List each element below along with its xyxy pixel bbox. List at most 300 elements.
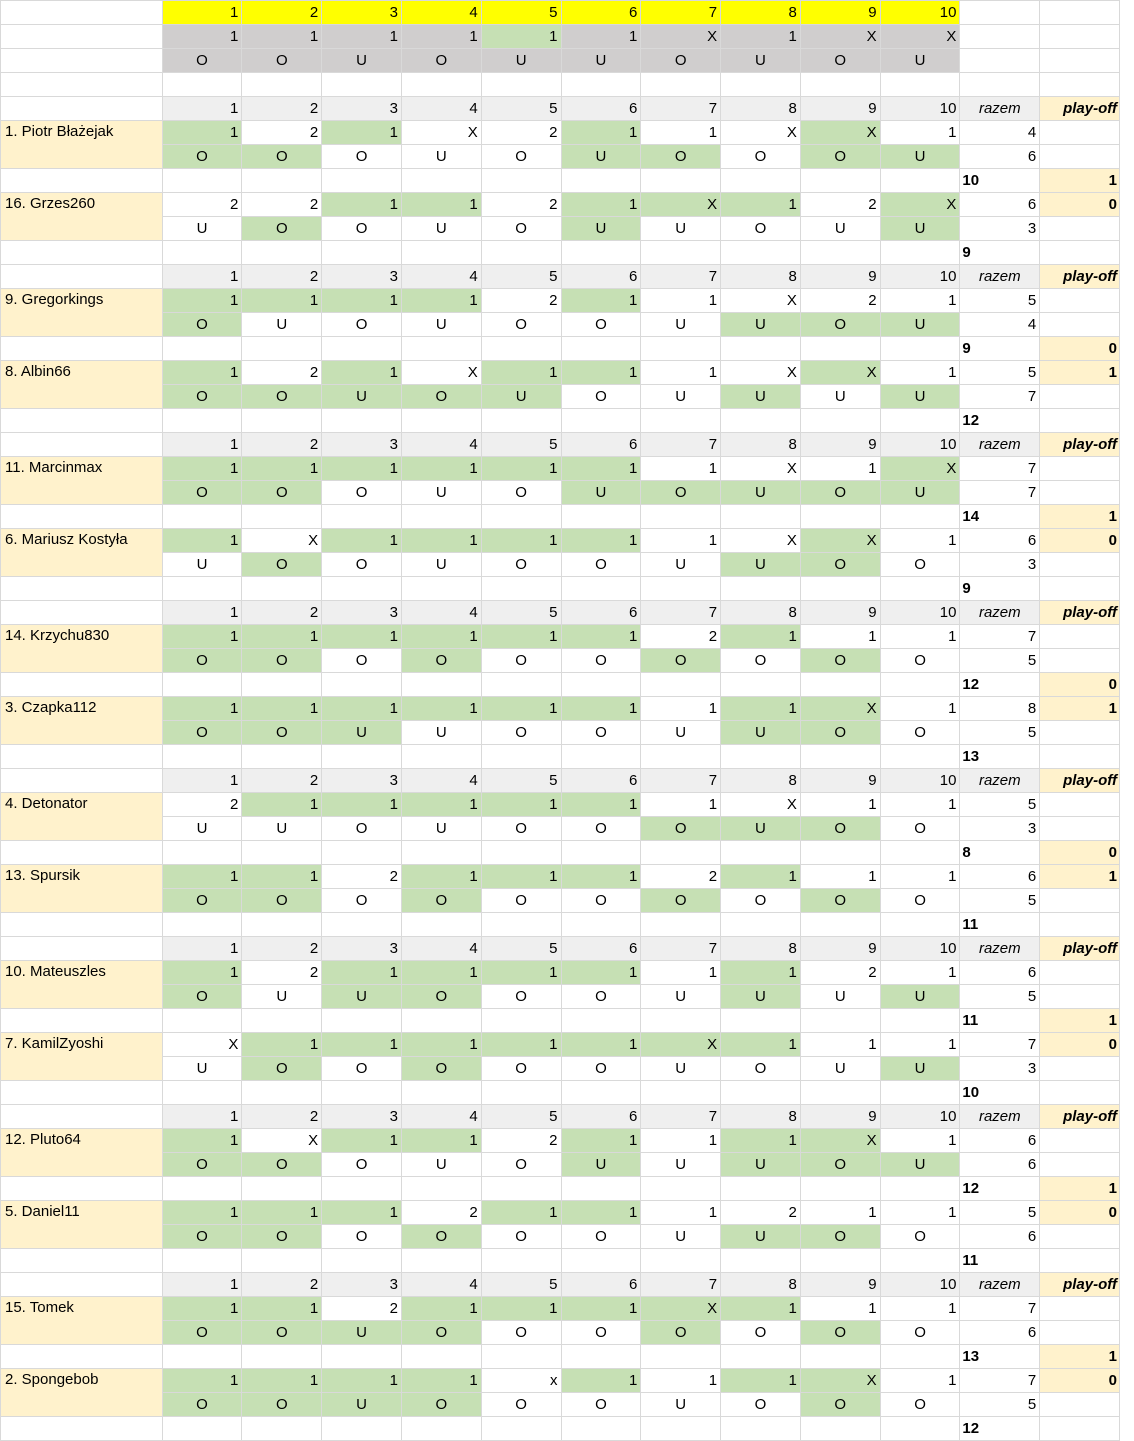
total-label[interactable]: razem — [960, 769, 1040, 793]
pick-1x2-cell[interactable]: 1 — [162, 1201, 242, 1225]
pick-1x2-cell[interactable]: 1 — [561, 1297, 641, 1321]
playoff-label[interactable]: play-off — [1040, 433, 1120, 457]
empty-cell[interactable] — [880, 337, 960, 361]
player-name[interactable]: 7. KamilZyoshi — [1, 1033, 163, 1081]
empty-cell[interactable] — [641, 745, 721, 769]
pick-1x2-cell[interactable]: 1 — [800, 1033, 880, 1057]
pick-1x2-cell[interactable]: 1 — [880, 697, 960, 721]
pick-ou-cell[interactable]: O — [641, 889, 721, 913]
pick-ou-cell[interactable]: O — [242, 721, 322, 745]
pick-ou-cell[interactable]: O — [401, 985, 481, 1009]
game-number-cell[interactable]: 2 — [242, 1105, 322, 1129]
total-points[interactable]: 12 — [960, 673, 1040, 697]
pick-1x2-cell[interactable]: 2 — [242, 961, 322, 985]
pick-1x2-cell[interactable]: 1 — [641, 697, 721, 721]
game-number-cell[interactable]: 9 — [800, 265, 880, 289]
game-number-cell[interactable]: 8 — [721, 1273, 801, 1297]
pick-1x2-cell[interactable]: 2 — [481, 1129, 561, 1153]
total-label[interactable]: razem — [960, 433, 1040, 457]
game-number-cell[interactable]: 10 — [880, 265, 960, 289]
empty-cell[interactable] — [800, 577, 880, 601]
pick-1x2-cell[interactable]: 1 — [641, 1369, 721, 1393]
pick-1x2-cell[interactable]: 1 — [561, 457, 641, 481]
pick-ou-cell[interactable]: U — [641, 1225, 721, 1249]
pick-1x2-cell[interactable]: 1 — [561, 793, 641, 817]
pick-ou-cell[interactable]: O — [481, 985, 561, 1009]
pick-1x2-cell[interactable]: 1 — [162, 1297, 242, 1321]
pick-1x2-cell[interactable]: 1 — [322, 121, 402, 145]
pick-1x2-cell[interactable]: 1 — [401, 793, 481, 817]
pick-1x2-cell[interactable]: 1 — [481, 529, 561, 553]
pick-ou-cell[interactable]: O — [481, 553, 561, 577]
pick-ou-cell[interactable]: U — [721, 313, 801, 337]
empty-cell[interactable] — [880, 1009, 960, 1033]
game-number-cell[interactable]: 1 — [162, 1, 242, 25]
pick-1x2-cell[interactable]: 1 — [401, 1297, 481, 1321]
empty-cell[interactable] — [641, 505, 721, 529]
pick-ou-cell[interactable]: O — [162, 889, 242, 913]
empty-cell[interactable] — [481, 1009, 561, 1033]
points-1x2[interactable]: 7 — [960, 1369, 1040, 1393]
result-ou-cell[interactable]: U — [880, 49, 960, 73]
empty-cell[interactable] — [721, 1009, 801, 1033]
pick-ou-cell[interactable]: O — [561, 1393, 641, 1417]
pick-ou-cell[interactable]: U — [401, 481, 481, 505]
pick-1x2-cell[interactable]: 1 — [162, 361, 242, 385]
player-name[interactable]: 13. Spursik — [1, 865, 163, 913]
pick-ou-cell[interactable]: O — [561, 649, 641, 673]
pick-ou-cell[interactable]: O — [322, 649, 402, 673]
empty-cell[interactable] — [880, 1081, 960, 1105]
pick-1x2-cell[interactable]: 1 — [322, 961, 402, 985]
playoff-points[interactable]: 0 — [1040, 841, 1120, 865]
game-number-cell[interactable]: 8 — [721, 769, 801, 793]
empty-cell[interactable] — [561, 673, 641, 697]
playoff-points[interactable]: 1 — [1040, 505, 1120, 529]
pick-1x2-cell[interactable]: x — [481, 1369, 561, 1393]
pick-1x2-cell[interactable]: 2 — [481, 193, 561, 217]
empty-cell[interactable] — [1, 913, 163, 937]
points-ou[interactable]: 6 — [960, 1153, 1040, 1177]
pick-1x2-cell[interactable]: X — [880, 193, 960, 217]
pick-1x2-cell[interactable]: 1 — [561, 625, 641, 649]
pick-ou-cell[interactable]: O — [561, 553, 641, 577]
empty-cell[interactable] — [1, 1081, 163, 1105]
game-number-cell[interactable]: 1 — [162, 937, 242, 961]
empty-cell[interactable] — [960, 73, 1040, 97]
game-number-cell[interactable]: 7 — [641, 97, 721, 121]
empty-cell[interactable] — [721, 409, 801, 433]
pick-ou-cell[interactable]: O — [641, 481, 721, 505]
result-1x2-cell[interactable]: X — [641, 25, 721, 49]
game-number-cell[interactable]: 6 — [561, 433, 641, 457]
game-number-cell[interactable]: 9 — [800, 1105, 880, 1129]
game-number-cell[interactable]: 1 — [162, 265, 242, 289]
empty-cell[interactable] — [1040, 889, 1120, 913]
empty-cell[interactable] — [1, 1345, 163, 1369]
player-name[interactable]: 3. Czapka112 — [1, 697, 163, 745]
pick-1x2-cell[interactable]: 1 — [561, 865, 641, 889]
pick-ou-cell[interactable]: O — [880, 817, 960, 841]
pick-ou-cell[interactable]: U — [800, 985, 880, 1009]
pick-ou-cell[interactable]: U — [322, 985, 402, 1009]
pick-ou-cell[interactable]: O — [800, 553, 880, 577]
empty-cell[interactable] — [800, 1081, 880, 1105]
game-number-cell[interactable]: 9 — [800, 1, 880, 25]
pick-1x2-cell[interactable]: 1 — [401, 625, 481, 649]
result-1x2-cell[interactable]: 1 — [162, 25, 242, 49]
empty-cell[interactable] — [561, 841, 641, 865]
total-label[interactable]: razem — [960, 1273, 1040, 1297]
game-number-cell[interactable]: 3 — [322, 1, 402, 25]
empty-cell[interactable] — [401, 409, 481, 433]
empty-cell[interactable] — [800, 337, 880, 361]
empty-cell[interactable] — [242, 241, 322, 265]
empty-cell[interactable] — [1, 577, 163, 601]
empty-cell[interactable] — [721, 1177, 801, 1201]
empty-cell[interactable] — [1, 337, 163, 361]
empty-cell[interactable] — [1, 433, 163, 457]
empty-cell[interactable] — [1040, 1, 1120, 25]
empty-cell[interactable] — [880, 1417, 960, 1441]
pick-1x2-cell[interactable]: 1 — [800, 1297, 880, 1321]
game-number-cell[interactable]: 7 — [641, 1, 721, 25]
pick-1x2-cell[interactable]: 1 — [242, 1201, 322, 1225]
pick-1x2-cell[interactable]: 1 — [481, 625, 561, 649]
points-1x2[interactable]: 4 — [960, 121, 1040, 145]
empty-cell[interactable] — [561, 337, 641, 361]
pick-ou-cell[interactable]: O — [561, 385, 641, 409]
points-1x2[interactable]: 7 — [960, 1033, 1040, 1057]
pick-ou-cell[interactable]: O — [401, 1057, 481, 1081]
game-number-cell[interactable]: 2 — [242, 1273, 322, 1297]
points-ou[interactable]: 5 — [960, 649, 1040, 673]
empty-cell[interactable] — [800, 1177, 880, 1201]
pick-ou-cell[interactable]: O — [481, 313, 561, 337]
empty-cell[interactable] — [561, 1177, 641, 1201]
game-number-cell[interactable]: 5 — [481, 601, 561, 625]
empty-cell[interactable] — [800, 241, 880, 265]
pick-ou-cell[interactable]: U — [641, 385, 721, 409]
empty-cell[interactable] — [401, 841, 481, 865]
player-name[interactable]: 11. Marcinmax — [1, 457, 163, 505]
game-number-cell[interactable]: 5 — [481, 937, 561, 961]
pick-1x2-cell[interactable]: 1 — [880, 361, 960, 385]
empty-cell[interactable] — [1, 241, 163, 265]
empty-cell[interactable] — [641, 913, 721, 937]
pick-ou-cell[interactable]: O — [880, 553, 960, 577]
pick-1x2-cell[interactable]: 1 — [721, 697, 801, 721]
empty-cell[interactable] — [481, 1249, 561, 1273]
pick-ou-cell[interactable]: U — [561, 145, 641, 169]
empty-cell[interactable] — [322, 577, 402, 601]
pick-ou-cell[interactable]: U — [401, 721, 481, 745]
empty-cell[interactable] — [721, 745, 801, 769]
empty-cell[interactable] — [960, 1, 1040, 25]
empty-cell[interactable] — [162, 241, 242, 265]
pick-ou-cell[interactable]: O — [242, 481, 322, 505]
pick-ou-cell[interactable]: O — [242, 145, 322, 169]
pick-ou-cell[interactable]: O — [401, 1321, 481, 1345]
pick-ou-cell[interactable]: U — [880, 217, 960, 241]
pick-ou-cell[interactable]: O — [481, 1057, 561, 1081]
game-number-cell[interactable]: 1 — [162, 1273, 242, 1297]
points-1x2[interactable]: 6 — [960, 193, 1040, 217]
game-number-cell[interactable]: 10 — [880, 1273, 960, 1297]
playoff-points[interactable] — [1040, 913, 1120, 937]
game-number-cell[interactable]: 1 — [162, 433, 242, 457]
pick-1x2-cell[interactable]: X — [800, 529, 880, 553]
pick-ou-cell[interactable]: U — [162, 817, 242, 841]
pick-1x2-cell[interactable]: 1 — [880, 1129, 960, 1153]
pick-ou-cell[interactable]: U — [322, 1393, 402, 1417]
pick-1x2-cell[interactable]: X — [242, 1129, 322, 1153]
pick-1x2-cell[interactable]: 1 — [322, 625, 402, 649]
empty-cell[interactable] — [880, 169, 960, 193]
game-number-cell[interactable]: 4 — [401, 265, 481, 289]
game-number-cell[interactable]: 4 — [401, 601, 481, 625]
empty-cell[interactable] — [1, 1009, 163, 1033]
pick-ou-cell[interactable]: O — [322, 1057, 402, 1081]
empty-cell[interactable] — [481, 409, 561, 433]
pick-ou-cell[interactable]: O — [322, 1153, 402, 1177]
empty-cell[interactable] — [481, 337, 561, 361]
pick-ou-cell[interactable]: O — [242, 889, 322, 913]
pick-1x2-cell[interactable]: X — [641, 1033, 721, 1057]
game-number-cell[interactable]: 9 — [800, 937, 880, 961]
pick-1x2-cell[interactable]: 1 — [561, 1033, 641, 1057]
pick-ou-cell[interactable]: O — [800, 145, 880, 169]
game-number-cell[interactable]: 1 — [162, 601, 242, 625]
player-name[interactable]: 4. Detonator — [1, 793, 163, 841]
empty-cell[interactable] — [1040, 1321, 1120, 1345]
pick-1x2-cell[interactable]: X — [162, 1033, 242, 1057]
pick-ou-cell[interactable]: U — [721, 481, 801, 505]
pick-ou-cell[interactable]: U — [162, 217, 242, 241]
pick-1x2-cell[interactable]: 1 — [880, 529, 960, 553]
pick-1x2-cell[interactable]: 1 — [401, 865, 481, 889]
pick-1x2-cell[interactable]: 1 — [322, 697, 402, 721]
pick-1x2-cell[interactable]: X — [401, 361, 481, 385]
pick-1x2-cell[interactable]: 1 — [561, 289, 641, 313]
empty-cell[interactable] — [1, 1105, 163, 1129]
empty-cell[interactable] — [481, 1177, 561, 1201]
game-number-cell[interactable]: 3 — [322, 265, 402, 289]
pick-ou-cell[interactable]: O — [242, 1057, 322, 1081]
total-points[interactable]: 13 — [960, 1345, 1040, 1369]
result-1x2-cell[interactable]: X — [880, 25, 960, 49]
playoff-points[interactable] — [1040, 121, 1120, 145]
game-number-cell[interactable]: 9 — [800, 769, 880, 793]
pick-1x2-cell[interactable]: X — [721, 121, 801, 145]
game-number-cell[interactable]: 3 — [322, 769, 402, 793]
pick-1x2-cell[interactable]: 2 — [242, 361, 322, 385]
pick-1x2-cell[interactable]: 1 — [641, 529, 721, 553]
playoff-points[interactable] — [1040, 793, 1120, 817]
game-number-cell[interactable]: 5 — [481, 1, 561, 25]
pick-1x2-cell[interactable]: 1 — [641, 361, 721, 385]
empty-cell[interactable] — [641, 1009, 721, 1033]
game-number-cell[interactable]: 4 — [401, 1273, 481, 1297]
result-1x2-cell[interactable]: X — [800, 25, 880, 49]
pick-1x2-cell[interactable]: 1 — [880, 961, 960, 985]
empty-cell[interactable] — [800, 841, 880, 865]
empty-cell[interactable] — [162, 1345, 242, 1369]
empty-cell[interactable] — [481, 169, 561, 193]
pick-ou-cell[interactable]: O — [322, 217, 402, 241]
playoff-points[interactable] — [1040, 1297, 1120, 1321]
pick-1x2-cell[interactable]: 1 — [322, 289, 402, 313]
pick-ou-cell[interactable]: O — [162, 1393, 242, 1417]
empty-cell[interactable] — [242, 73, 322, 97]
pick-ou-cell[interactable]: O — [481, 1321, 561, 1345]
pick-ou-cell[interactable]: O — [242, 1225, 322, 1249]
empty-cell[interactable] — [481, 241, 561, 265]
playoff-points[interactable] — [1040, 289, 1120, 313]
empty-cell[interactable] — [721, 841, 801, 865]
pick-1x2-cell[interactable]: 2 — [162, 193, 242, 217]
pick-1x2-cell[interactable]: 1 — [561, 193, 641, 217]
empty-cell[interactable] — [561, 73, 641, 97]
empty-cell[interactable] — [1, 1, 163, 25]
empty-cell[interactable] — [322, 841, 402, 865]
pick-1x2-cell[interactable]: 2 — [242, 193, 322, 217]
empty-cell[interactable] — [880, 841, 960, 865]
result-ou-cell[interactable]: O — [800, 49, 880, 73]
playoff-points[interactable] — [1040, 1417, 1120, 1441]
pick-ou-cell[interactable]: O — [242, 1393, 322, 1417]
playoff-points[interactable]: 1 — [1040, 169, 1120, 193]
empty-cell[interactable] — [401, 505, 481, 529]
pick-1x2-cell[interactable]: 1 — [481, 457, 561, 481]
playoff-label[interactable]: play-off — [1040, 601, 1120, 625]
total-points[interactable]: 9 — [960, 241, 1040, 265]
pick-ou-cell[interactable]: O — [242, 1153, 322, 1177]
playoff-points[interactable] — [1040, 1249, 1120, 1273]
empty-cell[interactable] — [800, 169, 880, 193]
pick-1x2-cell[interactable]: 1 — [401, 193, 481, 217]
game-number-cell[interactable]: 1 — [162, 1105, 242, 1129]
pick-1x2-cell[interactable]: 1 — [880, 1033, 960, 1057]
pick-ou-cell[interactable]: O — [800, 313, 880, 337]
empty-cell[interactable] — [641, 577, 721, 601]
points-ou[interactable]: 6 — [960, 1321, 1040, 1345]
empty-cell[interactable] — [481, 505, 561, 529]
pick-1x2-cell[interactable]: 1 — [721, 1033, 801, 1057]
pick-1x2-cell[interactable]: 2 — [800, 289, 880, 313]
game-number-cell[interactable]: 6 — [561, 1, 641, 25]
total-label[interactable]: razem — [960, 265, 1040, 289]
pick-1x2-cell[interactable]: 1 — [721, 625, 801, 649]
result-ou-cell[interactable]: U — [721, 49, 801, 73]
pick-ou-cell[interactable]: U — [880, 313, 960, 337]
empty-cell[interactable] — [880, 505, 960, 529]
player-name[interactable]: 12. Pluto64 — [1, 1129, 163, 1177]
empty-cell[interactable] — [721, 169, 801, 193]
pick-ou-cell[interactable]: O — [481, 217, 561, 241]
pick-1x2-cell[interactable]: 1 — [561, 1369, 641, 1393]
pick-ou-cell[interactable]: O — [322, 145, 402, 169]
pick-1x2-cell[interactable]: 1 — [481, 361, 561, 385]
pick-ou-cell[interactable]: U — [641, 1057, 721, 1081]
player-name[interactable]: 2. Spongebob — [1, 1369, 163, 1417]
pick-1x2-cell[interactable]: 1 — [242, 865, 322, 889]
pick-ou-cell[interactable]: U — [401, 553, 481, 577]
pick-1x2-cell[interactable]: 1 — [242, 1297, 322, 1321]
pick-1x2-cell[interactable]: 1 — [162, 289, 242, 313]
game-number-cell[interactable]: 2 — [242, 433, 322, 457]
game-number-cell[interactable]: 10 — [880, 601, 960, 625]
pick-ou-cell[interactable]: U — [561, 217, 641, 241]
pick-ou-cell[interactable]: O — [162, 1321, 242, 1345]
pick-ou-cell[interactable]: U — [641, 553, 721, 577]
pick-ou-cell[interactable]: O — [561, 985, 641, 1009]
pick-1x2-cell[interactable]: 2 — [481, 121, 561, 145]
pick-ou-cell[interactable]: O — [561, 721, 641, 745]
pick-1x2-cell[interactable]: X — [721, 361, 801, 385]
pick-1x2-cell[interactable]: 1 — [641, 793, 721, 817]
empty-cell[interactable] — [800, 73, 880, 97]
pick-ou-cell[interactable]: O — [481, 1393, 561, 1417]
pick-ou-cell[interactable]: O — [162, 313, 242, 337]
empty-cell[interactable] — [242, 337, 322, 361]
pick-1x2-cell[interactable]: 1 — [721, 1297, 801, 1321]
game-number-cell[interactable]: 10 — [880, 433, 960, 457]
pick-ou-cell[interactable]: O — [641, 817, 721, 841]
pick-ou-cell[interactable]: U — [721, 985, 801, 1009]
game-number-cell[interactable]: 5 — [481, 433, 561, 457]
pick-ou-cell[interactable]: O — [561, 1321, 641, 1345]
empty-cell[interactable] — [401, 1177, 481, 1201]
pick-1x2-cell[interactable]: 1 — [880, 625, 960, 649]
empty-cell[interactable] — [641, 1177, 721, 1201]
game-number-cell[interactable]: 2 — [242, 97, 322, 121]
empty-cell[interactable] — [162, 169, 242, 193]
pick-1x2-cell[interactable]: 2 — [322, 1297, 402, 1321]
empty-cell[interactable] — [1040, 49, 1120, 73]
pick-ou-cell[interactable]: O — [800, 1321, 880, 1345]
empty-cell[interactable] — [242, 1081, 322, 1105]
result-ou-cell[interactable]: U — [561, 49, 641, 73]
pick-ou-cell[interactable]: O — [401, 889, 481, 913]
player-name[interactable]: 8. Albin66 — [1, 361, 163, 409]
game-number-cell[interactable]: 7 — [641, 433, 721, 457]
game-number-cell[interactable]: 1 — [162, 769, 242, 793]
pick-1x2-cell[interactable]: 1 — [401, 961, 481, 985]
pick-ou-cell[interactable]: O — [481, 145, 561, 169]
pick-1x2-cell[interactable]: 1 — [322, 1201, 402, 1225]
empty-cell[interactable] — [1040, 649, 1120, 673]
pick-ou-cell[interactable]: O — [641, 649, 721, 673]
empty-cell[interactable] — [1, 73, 163, 97]
pick-1x2-cell[interactable]: 1 — [481, 1033, 561, 1057]
playoff-points[interactable]: 0 — [1040, 193, 1120, 217]
result-ou-cell[interactable]: O — [162, 49, 242, 73]
total-points[interactable]: 9 — [960, 577, 1040, 601]
game-number-cell[interactable]: 7 — [641, 1273, 721, 1297]
pick-1x2-cell[interactable]: X — [641, 193, 721, 217]
pick-ou-cell[interactable]: O — [481, 481, 561, 505]
game-number-cell[interactable]: 7 — [641, 601, 721, 625]
pick-1x2-cell[interactable]: X — [721, 289, 801, 313]
game-number-cell[interactable]: 9 — [800, 601, 880, 625]
game-number-cell[interactable]: 2 — [242, 265, 322, 289]
pick-ou-cell[interactable]: O — [721, 649, 801, 673]
pick-1x2-cell[interactable]: 1 — [880, 121, 960, 145]
empty-cell[interactable] — [242, 505, 322, 529]
pick-ou-cell[interactable]: U — [641, 985, 721, 1009]
empty-cell[interactable] — [1, 769, 163, 793]
